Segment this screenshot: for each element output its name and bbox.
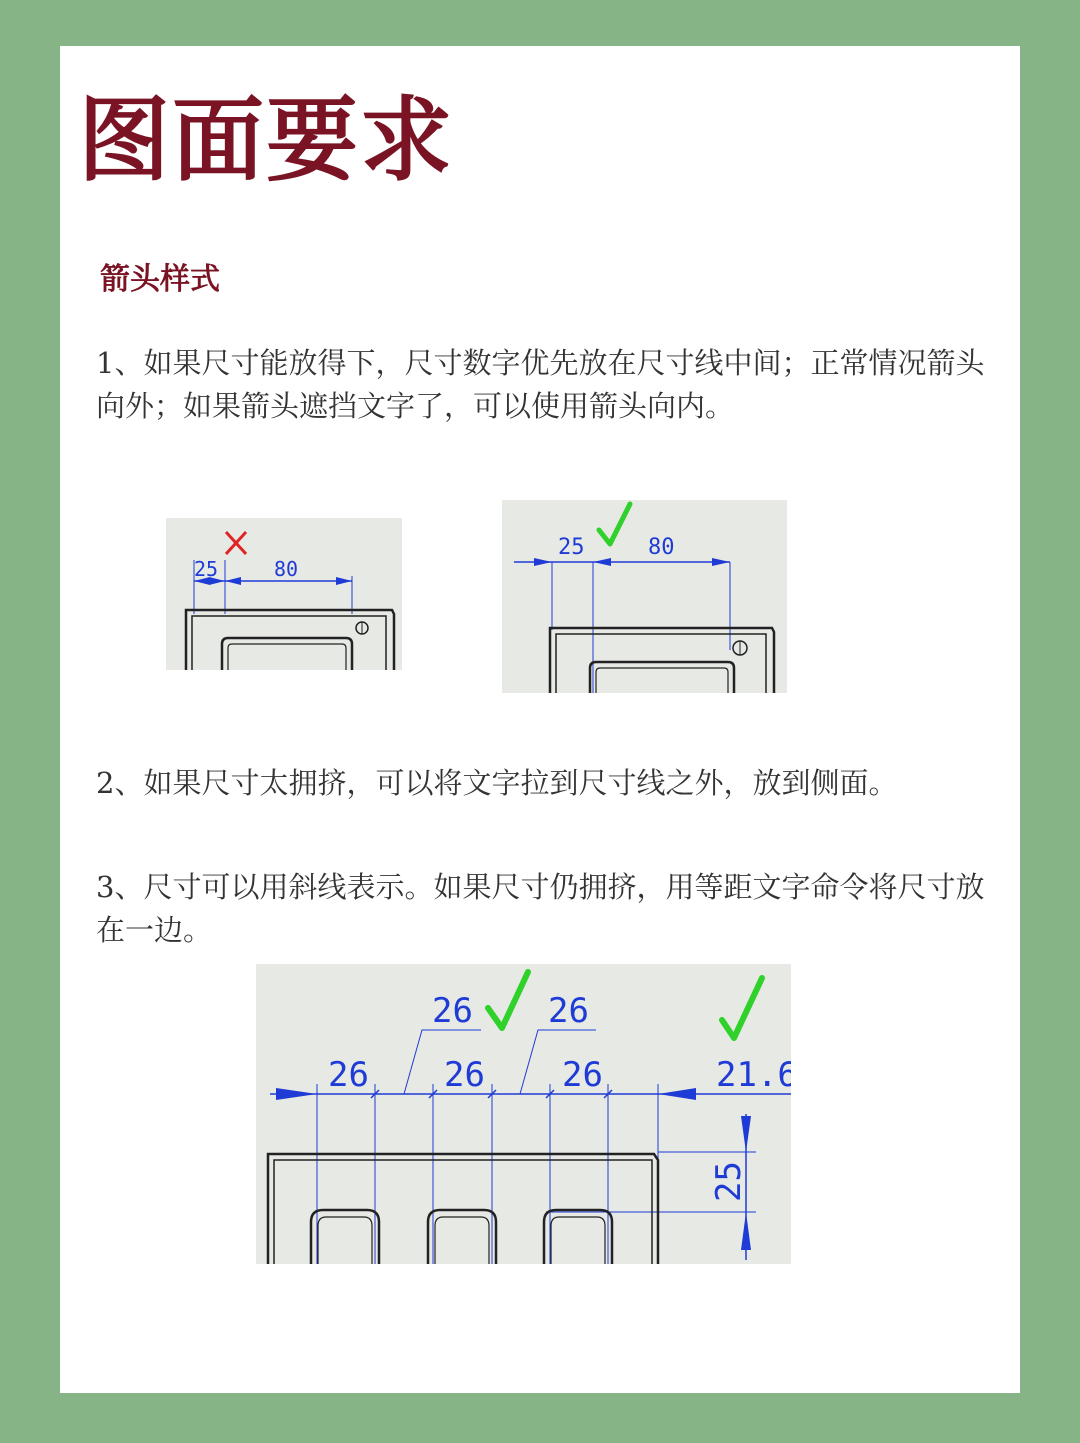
- chain-dim-1-text: 26: [328, 1055, 369, 1095]
- section-subtitle: 箭头样式: [100, 262, 220, 297]
- page-title: 图面要求: [78, 86, 455, 194]
- correct-check-icon: [599, 504, 630, 544]
- dim-80-text: 80: [648, 535, 675, 560]
- side-dim-text: 21.6: [716, 1055, 791, 1095]
- wrong-cross-icon: [226, 532, 246, 554]
- figure-chain-dimensions: [256, 964, 791, 1264]
- dim-80-text: 80: [274, 557, 299, 581]
- rule-2-text: 2、如果尺寸太拥挤，可以将文字拉到尺寸线之外，放到侧面。: [96, 766, 898, 800]
- chain-dim-2-text: 26: [444, 1055, 485, 1095]
- figure-wrong-arrows: [166, 518, 402, 670]
- figure-correct-arrows: [502, 500, 787, 693]
- vertical-dim-text: 25: [709, 1161, 749, 1202]
- correct-check-icon: [722, 978, 762, 1038]
- chain-dim-3-text: 26: [562, 1055, 603, 1095]
- leader-dim-1-text: 26: [432, 991, 473, 1031]
- rule-3-text: 3、尺寸可以用斜线表示。如果尺寸仍拥挤，用等距文字命令将尺寸放在一边。: [96, 870, 985, 947]
- dim-25-text: 25: [194, 557, 219, 581]
- rule-1-text: 1、如果尺寸能放得下，尺寸数字优先放在尺寸线中间；正常情况箭头向外；如果箭头遮挡文字了，可以使用箭头向内。: [96, 346, 985, 423]
- dim-25-text: 25: [558, 535, 585, 560]
- leader-dim-2-text: 26: [548, 991, 589, 1031]
- document-page: [60, 46, 1020, 1393]
- correct-check-icon: [488, 972, 528, 1028]
